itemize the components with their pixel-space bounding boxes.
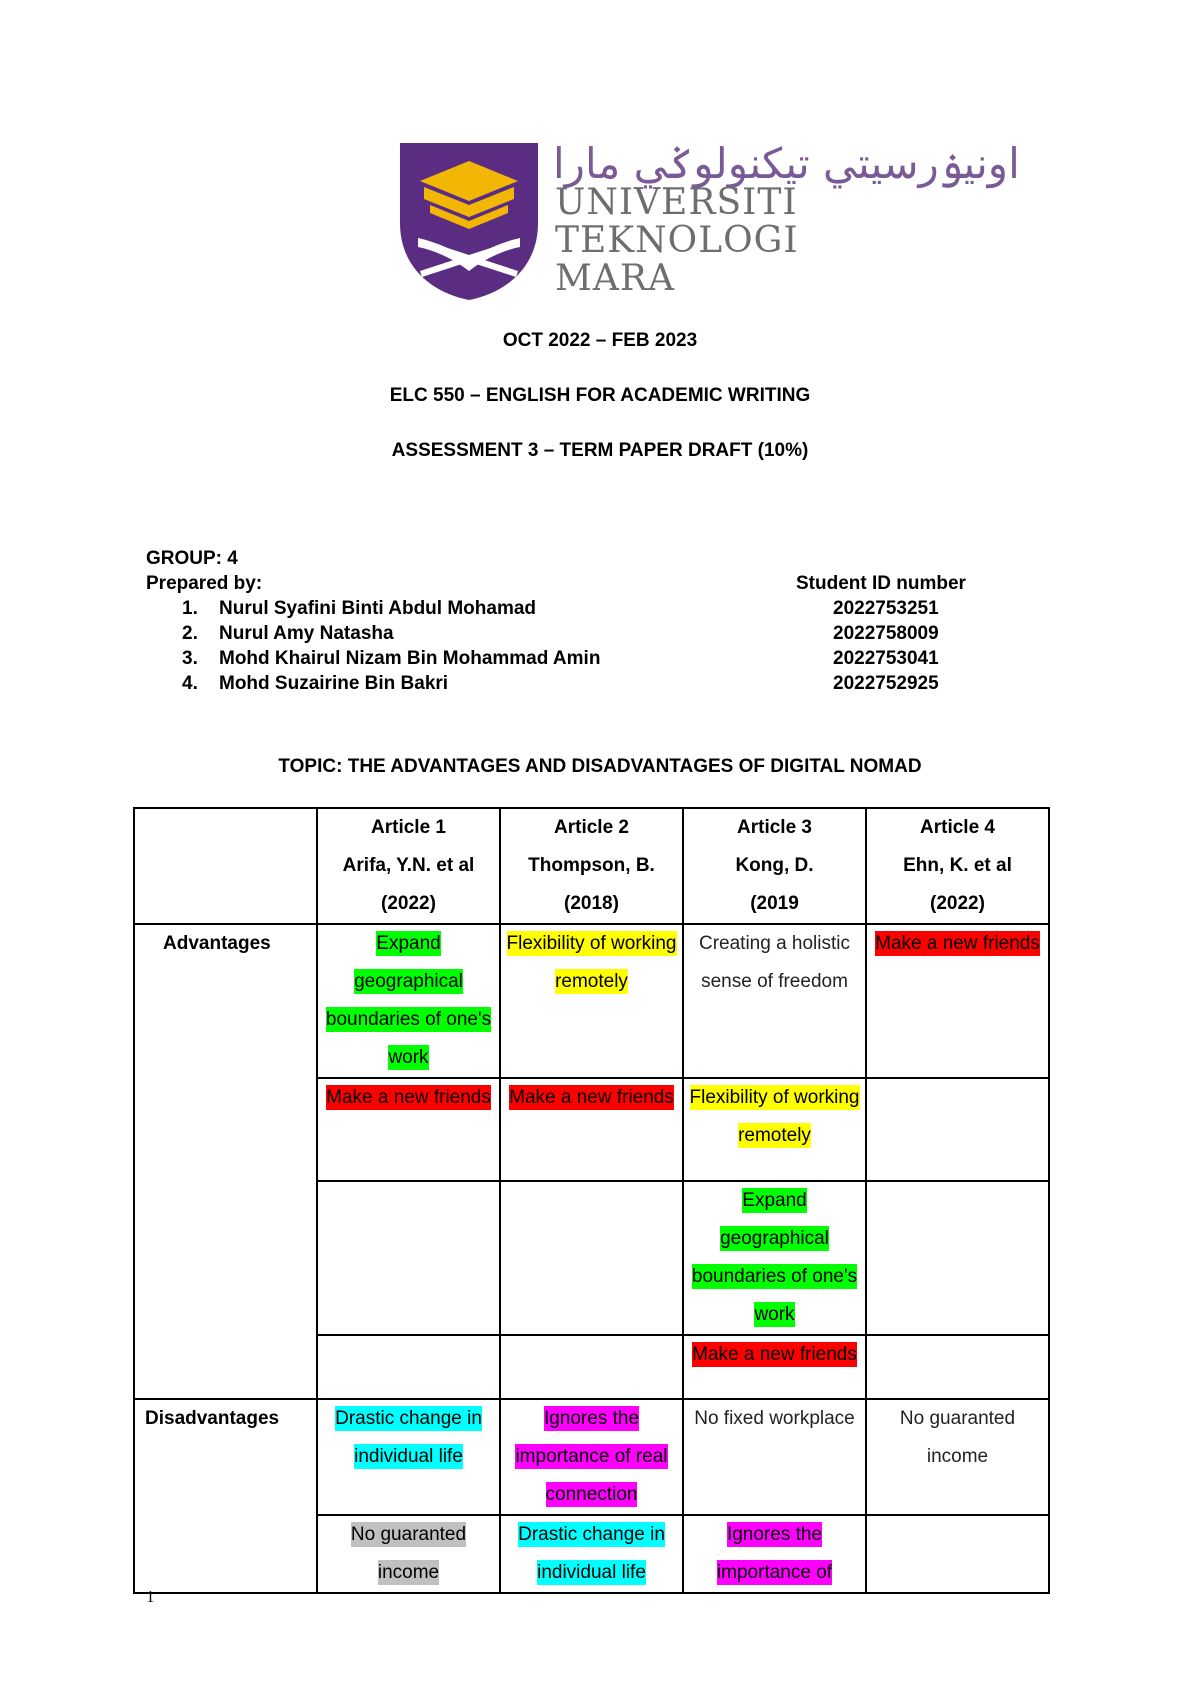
table-cell: Drastic change in individual life [317, 1399, 500, 1515]
member-row [146, 596, 1006, 621]
logo-line-3: MARA [555, 258, 675, 299]
table-cell: No fixed workplace [683, 1399, 866, 1515]
member-number: 1. [182, 598, 198, 619]
prepared-by-label: Prepared by: [146, 573, 263, 594]
table-cell: Make a new friends [683, 1335, 866, 1399]
logo-line-2: TEKNOLOGI [555, 220, 799, 261]
table-cell [866, 1181, 1049, 1335]
table-cell [500, 1335, 683, 1399]
table-cell [866, 1335, 1049, 1399]
member-row [146, 671, 1006, 696]
uitm-logo [400, 139, 1020, 303]
advantages-label: Advantages [134, 924, 317, 1399]
table-cell: Expand geographical boundaries of one's work [683, 1181, 866, 1335]
table-row [134, 1399, 1049, 1515]
table-cell [317, 1181, 500, 1335]
table-cell: No guaranted income [866, 1399, 1049, 1515]
logo-line-1: UNIVERSITI [555, 182, 798, 223]
member-id: 2022753041 [833, 648, 939, 669]
table-cell: Creating a holistic sense of freedom [683, 924, 866, 1078]
table-cell: Ignores the importance of real connection [500, 1399, 683, 1515]
table-cell: Drastic change in individual life [500, 1515, 683, 1593]
member-row [146, 621, 1006, 646]
student-id-header: Student ID number [796, 573, 966, 594]
table-cell: No guaranted income [317, 1515, 500, 1593]
article-header: Article 4 Ehn, K. et al (2022) [866, 808, 1049, 924]
member-name: Nurul Amy Natasha [219, 623, 394, 644]
course-title: ELC 550 – ENGLISH FOR ACADEMIC WRITING [389, 385, 811, 406]
article-header: Article 3 Kong, D. (2019 [683, 808, 866, 924]
table-cell: Flexibility of working remotely [500, 924, 683, 1078]
member-id: 2022758009 [833, 623, 939, 644]
table-cell [500, 1181, 683, 1335]
table-cell: Make a new friends [317, 1078, 500, 1181]
table-cell: Make a new friends [866, 924, 1049, 1078]
member-id: 2022752925 [833, 673, 939, 694]
table-cell: Flexibility of working remotely [683, 1078, 866, 1181]
table-cell [317, 1335, 500, 1399]
article-header: Article 1 Arifa, Y.N. et al (2022) [317, 808, 500, 924]
table-cell [866, 1515, 1049, 1593]
member-row [146, 646, 1006, 671]
table-row [134, 924, 1049, 1078]
table-corner-cell [134, 808, 317, 924]
group-info [146, 546, 1006, 696]
member-id: 2022753251 [833, 598, 939, 619]
table-header-row [134, 808, 1049, 924]
table-cell: Expand geographical boundaries of one's work [317, 924, 500, 1078]
member-number: 3. [182, 648, 198, 669]
uitm-shield-icon [400, 143, 538, 300]
member-number: 4. [182, 673, 198, 694]
member-name: Nurul Syafini Binti Abdul Mohamad [219, 598, 537, 619]
table-cell: Ignores the importance of [683, 1515, 866, 1593]
logo-arabic-text: اونيۏرسيتي تيكنولوݢي مارا [553, 139, 1020, 188]
page-number: 1 [146, 1587, 155, 1606]
disadvantages-label: Disadvantages [134, 1399, 317, 1593]
session-title: OCT 2022 – FEB 2023 [502, 330, 698, 351]
table-cell [866, 1078, 1049, 1181]
article-header: Article 2 Thompson, B. (2018) [500, 808, 683, 924]
assessment-title: ASSESSMENT 3 – TERM PAPER DRAFT (10%) [391, 440, 809, 461]
member-name: Mohd Khairul Nizam Bin Mohammad Amin [219, 648, 601, 669]
table-cell: Make a new friends [500, 1078, 683, 1181]
member-number: 2. [182, 623, 198, 644]
articles-table [133, 807, 1050, 1594]
group-label: GROUP: 4 [146, 548, 238, 569]
topic-title: TOPIC: THE ADVANTAGES AND DISADVANTAGES OF DIGITAL NOMAD [278, 756, 922, 777]
member-name: Mohd Suzairine Bin Bakri [219, 673, 449, 694]
